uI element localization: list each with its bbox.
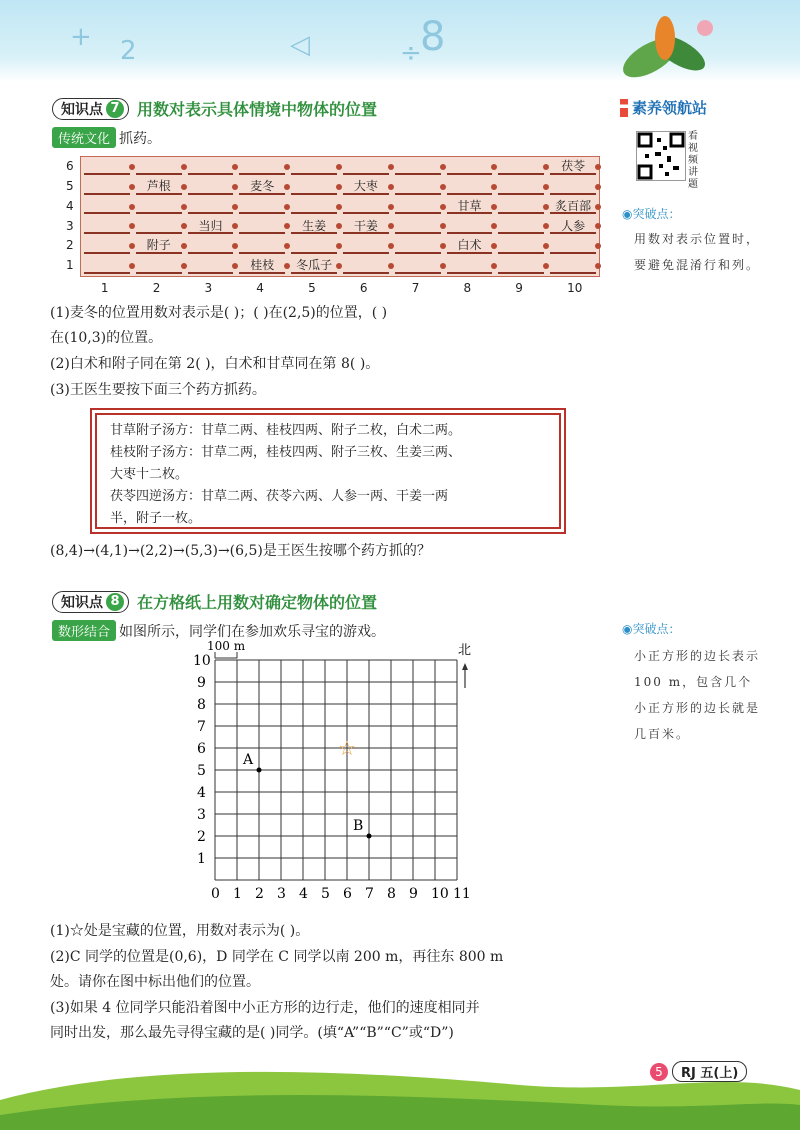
drawer-label: 麦冬 bbox=[239, 178, 285, 195]
cabinet-col-number: 9 bbox=[515, 281, 523, 295]
section7-heading: 用数对表示具体情境中物体的位置 bbox=[137, 100, 378, 119]
drawer-knob-icon bbox=[232, 223, 238, 229]
cabinet-drawer bbox=[239, 237, 285, 254]
drawer-knob-icon bbox=[232, 263, 238, 269]
drawer-knob-icon bbox=[595, 243, 601, 249]
sidebar-title: 素养领航站 bbox=[620, 97, 707, 118]
drawer-knob-icon bbox=[181, 243, 187, 249]
cabinet-drawer bbox=[188, 158, 234, 175]
cabinet-drawer bbox=[550, 237, 596, 254]
drawer-label: 生姜 bbox=[291, 218, 337, 235]
cabinet-col-number: 3 bbox=[204, 281, 213, 295]
y-tick-label: 4 bbox=[197, 785, 206, 801]
recipe-line: 半，附子一枚。 bbox=[110, 511, 202, 526]
cabinet-drawer bbox=[291, 198, 337, 215]
cabinet-drawer bbox=[188, 198, 234, 215]
cabinet-drawer bbox=[395, 237, 441, 254]
tip1-body: 用数对表示位置时，要避免混淆行和列。 bbox=[634, 232, 761, 272]
drawer-knob-icon bbox=[181, 164, 187, 170]
cabinet-drawer bbox=[239, 198, 285, 215]
y-tick-label: 2 bbox=[197, 829, 206, 845]
drawer-label: 人参 bbox=[550, 218, 596, 235]
recipe-line: 桂枝附子汤方：甘草二两，桂枝四两、附子三枚、生姜三两、 bbox=[110, 445, 462, 460]
drawer-knob-icon bbox=[232, 243, 238, 249]
medicine-cabinet bbox=[80, 156, 600, 277]
cabinet-col-number: 1 bbox=[100, 281, 109, 295]
cabinet-row-number: 5 bbox=[66, 178, 74, 193]
drawer-knob-icon bbox=[491, 184, 497, 190]
drawer-knob-icon bbox=[543, 204, 549, 210]
drawer-knob-icon bbox=[543, 184, 549, 190]
cabinet-drawer bbox=[291, 178, 337, 195]
drawer-knob-icon bbox=[440, 164, 446, 170]
drawer-knob-icon bbox=[181, 184, 187, 190]
qr-code-icon[interactable] bbox=[636, 131, 686, 181]
drawer-knob-icon bbox=[336, 223, 342, 229]
cabinet-drawer bbox=[136, 257, 182, 274]
drawer-knob-icon bbox=[440, 204, 446, 210]
x-tick-label: 10 bbox=[431, 886, 449, 902]
cabinet-drawer bbox=[498, 198, 544, 215]
x-tick-label: 9 bbox=[409, 886, 418, 902]
drawer-label: 桂枝 bbox=[239, 257, 285, 274]
x-tick-label: 8 bbox=[387, 886, 396, 902]
s7-question1-cont: 在(10,3)的位置。 bbox=[50, 330, 163, 346]
cabinet-col-number: 7 bbox=[411, 281, 420, 295]
cabinet-drawer bbox=[84, 198, 130, 215]
drawer-knob-icon bbox=[543, 263, 549, 269]
cabinet-drawer bbox=[136, 158, 182, 175]
y-tick-label: 6 bbox=[197, 741, 206, 757]
tag-traditional-culture: 传统文化 bbox=[52, 127, 116, 148]
cabinet-drawer bbox=[343, 237, 389, 254]
x-tick-label: 3 bbox=[277, 886, 286, 902]
section8-intro: 数形结合 如图所示，同学们在参加欢乐寻宝的游戏。 bbox=[52, 620, 385, 641]
section7-intro: 传统文化 抓药。 bbox=[52, 127, 161, 148]
cabinet-row-number: 1 bbox=[66, 258, 74, 273]
y-tick-label: 3 bbox=[197, 807, 206, 823]
drawer-label: 白术 bbox=[447, 237, 493, 254]
drawer-knob-icon bbox=[388, 243, 394, 249]
s8-question2: (2)C 同学的位置是(0,6)，D 同学在 C 同学以南 200 m，再往东 800 m bbox=[50, 949, 504, 965]
qr-label: 看视频讲题 bbox=[688, 131, 698, 190]
drawer-knob-icon bbox=[388, 223, 394, 229]
cabinet-drawer bbox=[498, 158, 544, 175]
drawer-knob-icon bbox=[232, 204, 238, 210]
cabinet-drawer bbox=[498, 218, 544, 235]
drawer-knob-icon bbox=[284, 204, 290, 210]
recipe-line: 大枣十二枚。 bbox=[110, 467, 189, 482]
drawer-knob-icon bbox=[543, 164, 549, 170]
digit-decor-icon: 2 bbox=[120, 36, 137, 66]
drawer-knob-icon bbox=[491, 243, 497, 249]
cabinet-drawer bbox=[343, 257, 389, 274]
y-tick-label: 10 bbox=[193, 653, 211, 669]
scale-label: 100 m bbox=[207, 640, 246, 653]
lighthouse-icon bbox=[620, 99, 628, 117]
x-tick-label: 1 bbox=[233, 886, 242, 902]
drawer-knob-icon bbox=[543, 223, 549, 229]
cabinet-drawer bbox=[84, 218, 130, 235]
cabinet-drawer bbox=[395, 257, 441, 274]
cabinet-col-number: 10 bbox=[567, 281, 583, 295]
drawer-knob-icon bbox=[388, 184, 394, 190]
drawer-knob-icon bbox=[336, 243, 342, 249]
x-tick-label: 4 bbox=[299, 886, 308, 902]
cabinet-drawer bbox=[188, 257, 234, 274]
recipe-line: 甘草附子汤方：甘草二两、桂枝四两、附子二枚，白术二两。 bbox=[110, 423, 462, 438]
point-label: B bbox=[353, 818, 364, 834]
cabinet-col-number: 4 bbox=[256, 281, 264, 295]
drawer-knob-icon bbox=[336, 263, 342, 269]
cabinet-drawer bbox=[239, 158, 285, 175]
drawer-knob-icon bbox=[595, 164, 601, 170]
drawer-knob-icon bbox=[440, 263, 446, 269]
footer-wave bbox=[0, 1040, 800, 1130]
drawer-label: 附子 bbox=[136, 237, 182, 254]
drawer-knob-icon bbox=[284, 184, 290, 190]
x-tick-label: 5 bbox=[321, 886, 330, 902]
drawer-knob-icon bbox=[491, 223, 497, 229]
drawer-knob-icon bbox=[440, 223, 446, 229]
cabinet-drawer bbox=[343, 198, 389, 215]
recipe-line: 茯苓四逆汤方：甘草二两、茯苓六两、人参一两、干姜一两 bbox=[110, 489, 449, 504]
drawer-label: 大枣 bbox=[343, 178, 389, 195]
triangle-decor-icon: ◁ bbox=[290, 30, 310, 60]
cabinet-drawer bbox=[447, 218, 493, 235]
cabinet-drawer bbox=[395, 198, 441, 215]
drawer-knob-icon bbox=[129, 184, 135, 190]
page-number: 5 bbox=[650, 1063, 668, 1081]
cabinet-drawer bbox=[84, 257, 130, 274]
drawer-knob-icon bbox=[388, 204, 394, 210]
cabinet-drawer bbox=[447, 158, 493, 175]
section8-badge: 知识点 8 bbox=[52, 591, 129, 613]
section8-title bbox=[52, 590, 377, 613]
x-tick-label: 2 bbox=[255, 886, 264, 902]
drawer-knob-icon bbox=[284, 164, 290, 170]
drawer-knob-icon bbox=[388, 164, 394, 170]
cabinet-drawer bbox=[447, 178, 493, 195]
drawer-knob-icon bbox=[284, 243, 290, 249]
cabinet-row-number: 6 bbox=[66, 159, 74, 173]
page-badge bbox=[650, 1061, 747, 1082]
cabinet-row-number: 4 bbox=[66, 198, 74, 213]
cabinet-drawer bbox=[291, 158, 337, 175]
s8-question2-cont: 处。请你在图中标出他们的位置。 bbox=[50, 974, 260, 990]
cabinet-drawer bbox=[395, 158, 441, 175]
section8-heading: 在方格纸上用数对确定物体的位置 bbox=[137, 593, 378, 612]
drawer-knob-icon bbox=[232, 184, 238, 190]
drawer-knob-icon bbox=[491, 204, 497, 210]
tip2-head: ◉突破点： bbox=[622, 622, 681, 636]
s7-question3-path: (8,4)→(4,1)→(2,2)→(5,3)→(6,5)是王医生按哪个药方抓的？ bbox=[50, 543, 431, 559]
section7-badge: 知识点 7 bbox=[52, 98, 129, 120]
drawer-knob-icon bbox=[181, 263, 187, 269]
drawer-knob-icon bbox=[491, 263, 497, 269]
cabinet-drawer bbox=[447, 257, 493, 274]
s7-question2: (2)白术和附子同在第 2( )，白术和甘草同在第 8( )。 bbox=[50, 356, 380, 372]
s8-question3: (3)如果 4 位同学只能沿着图中小正方形的边行走，他们的速度相同并 bbox=[50, 1000, 480, 1016]
s8-question3-cont: 同时出发，那么最先寻得宝藏的是( )同学。(填“A”“B”“C”或“D”) bbox=[50, 1025, 454, 1041]
s7-question1: (1)麦冬的位置用数对表示是( )；( )在(2,5)的位置，( ) bbox=[50, 305, 388, 321]
coordinate-grid bbox=[190, 640, 480, 920]
x-tick-label: 11 bbox=[453, 886, 471, 902]
leaf-decor-icon bbox=[610, 8, 720, 88]
drawer-knob-icon bbox=[181, 204, 187, 210]
point-label: A bbox=[243, 752, 254, 768]
drawer-knob-icon bbox=[129, 243, 135, 249]
cabinet-col-number: 8 bbox=[463, 281, 472, 295]
cabinet-drawer bbox=[136, 218, 182, 235]
cabinet-drawer bbox=[498, 178, 544, 195]
x-tick-label: 6 bbox=[343, 886, 352, 902]
cabinet-drawer bbox=[550, 257, 596, 274]
cabinet-drawer bbox=[188, 178, 234, 195]
cabinet-drawer bbox=[395, 178, 441, 195]
drawer-knob-icon bbox=[595, 223, 601, 229]
drawer-knob-icon bbox=[440, 184, 446, 190]
cabinet-drawer bbox=[343, 158, 389, 175]
point-A bbox=[257, 768, 262, 773]
drawer-knob-icon bbox=[336, 164, 342, 170]
drawer-label: 干姜 bbox=[343, 218, 389, 235]
drawer-label: 茯苓 bbox=[550, 158, 596, 175]
treasure-star-icon: ☆ bbox=[338, 736, 356, 760]
cabinet-drawer bbox=[395, 218, 441, 235]
drawer-knob-icon bbox=[543, 243, 549, 249]
s7-question3: (3)王医生要按下面三个药方抓药。 bbox=[50, 382, 266, 398]
grade-label: RJ 五(上) bbox=[672, 1061, 747, 1082]
drawer-knob-icon bbox=[284, 223, 290, 229]
y-tick-label: 8 bbox=[197, 697, 206, 713]
drawer-knob-icon bbox=[595, 184, 601, 190]
cabinet-drawer bbox=[498, 257, 544, 274]
cabinet-drawer bbox=[84, 237, 130, 254]
plus-decor-icon: + bbox=[70, 22, 92, 52]
drawer-knob-icon bbox=[129, 204, 135, 210]
x-tick-label: 7 bbox=[365, 886, 374, 902]
drawer-knob-icon bbox=[181, 223, 187, 229]
drawer-knob-icon bbox=[336, 184, 342, 190]
tip2-body: 小正方形的边长表示 100 m，包含几个小正方形的边长就是几百米。 bbox=[634, 649, 761, 741]
cabinet-drawer bbox=[291, 237, 337, 254]
cabinet-col-number: 6 bbox=[359, 281, 368, 295]
x-tick-label: 0 bbox=[211, 886, 220, 902]
drawer-knob-icon bbox=[595, 263, 601, 269]
drawer-knob-icon bbox=[491, 164, 497, 170]
cabinet-drawer bbox=[84, 158, 130, 175]
drawer-knob-icon bbox=[440, 243, 446, 249]
y-tick-label: 1 bbox=[197, 851, 206, 867]
cabinet-row-number: 3 bbox=[66, 218, 74, 233]
drawer-knob-icon bbox=[129, 164, 135, 170]
section7-title bbox=[52, 97, 377, 120]
cabinet-col-number: 5 bbox=[308, 281, 316, 295]
drawer-knob-icon bbox=[595, 204, 601, 210]
point-B bbox=[367, 834, 372, 839]
section7-number: 7 bbox=[106, 100, 124, 118]
drawer-label: 甘草 bbox=[447, 198, 493, 215]
y-tick-label: 7 bbox=[197, 719, 206, 735]
drawer-label: 炙百部 bbox=[550, 198, 596, 215]
y-tick-label: 9 bbox=[197, 675, 206, 691]
drawer-knob-icon bbox=[336, 204, 342, 210]
drawer-label: 冬瓜子 bbox=[291, 257, 337, 274]
cabinet-drawer bbox=[239, 218, 285, 235]
drawer-knob-icon bbox=[232, 164, 238, 170]
tip1-head: ◉突破点： bbox=[622, 207, 681, 221]
drawer-knob-icon bbox=[129, 223, 135, 229]
cabinet-drawer bbox=[498, 237, 544, 254]
s8-question1: (1)☆处是宝藏的位置，用数对表示为( )。 bbox=[50, 923, 310, 939]
cabinet-row-number: 2 bbox=[66, 238, 74, 253]
cabinet-drawer bbox=[136, 198, 182, 215]
drawer-label: 芦根 bbox=[136, 178, 182, 195]
drawer-knob-icon bbox=[129, 263, 135, 269]
cabinet-drawer bbox=[84, 178, 130, 195]
section8-number: 8 bbox=[106, 593, 124, 611]
north-label: 北 bbox=[458, 643, 472, 658]
cabinet-drawer bbox=[550, 178, 596, 195]
cabinet-col-number: 2 bbox=[152, 281, 161, 295]
north-arrow-icon bbox=[462, 663, 468, 670]
drawer-label: 当归 bbox=[188, 218, 234, 235]
cabinet-drawer bbox=[188, 237, 234, 254]
digit-decor-icon: 8 bbox=[420, 14, 446, 60]
y-tick-label: 5 bbox=[197, 763, 206, 779]
tag-number-shape: 数形结合 bbox=[52, 620, 116, 641]
divide-decor-icon: ÷ bbox=[400, 38, 422, 68]
drawer-knob-icon bbox=[284, 263, 290, 269]
drawer-knob-icon bbox=[388, 263, 394, 269]
